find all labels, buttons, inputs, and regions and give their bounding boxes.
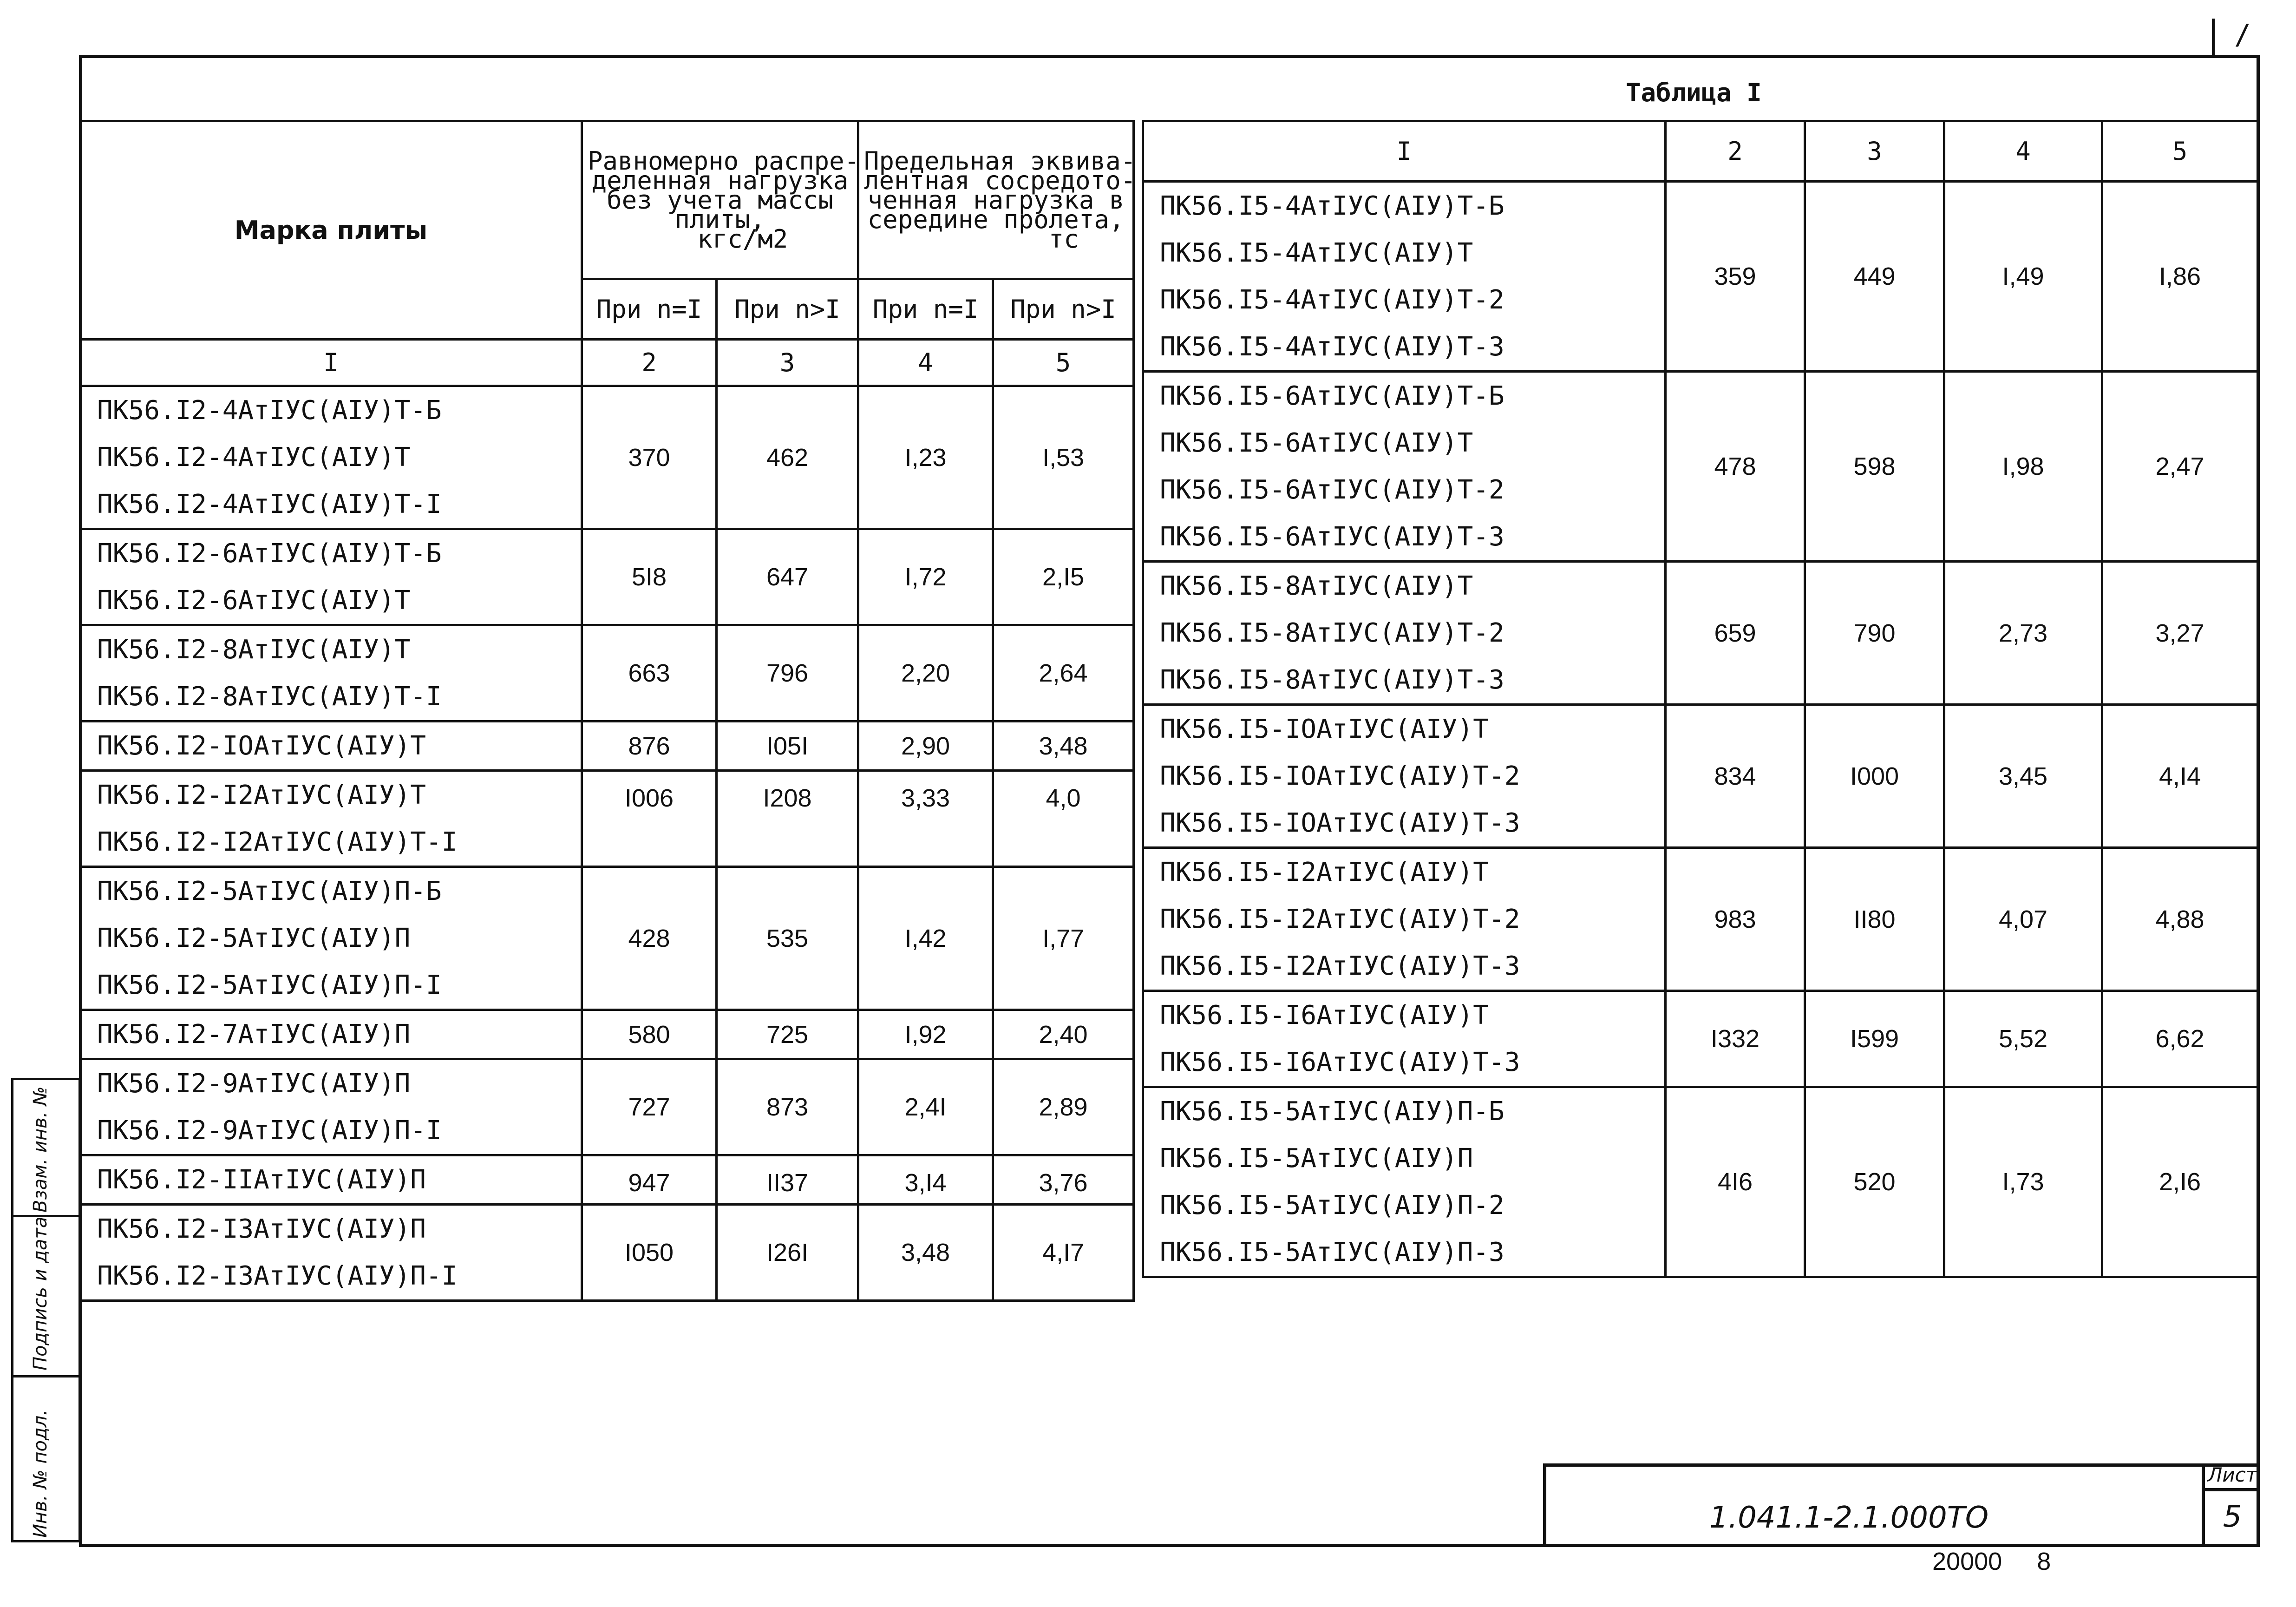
mark-cell [80, 1155, 582, 1205]
value-cell: 4,88 [2102, 848, 2258, 991]
value-cell: 370 [582, 386, 717, 529]
plate-mark: ПК56.I2-9АтIУС(AIУ)П [97, 1069, 411, 1099]
value-cell: I26I [717, 1205, 858, 1301]
mark-cell [80, 867, 582, 1010]
plate-mark: ПК56.I5-8АтIУС(AIУ)Т-3 [1160, 665, 1505, 695]
table-row [1143, 991, 2258, 1087]
plate-mark: ПК56.I5-6АтIУС(AIУ)Т-Б [1160, 381, 1505, 411]
mark-cell [80, 1059, 582, 1155]
value-cell: 790 [1805, 562, 1944, 705]
plate-mark: ПК56.I2-8АтIУС(AIУ)Т-I [97, 682, 442, 712]
value-cell: I,72 [858, 529, 993, 625]
column-number: 2 [582, 340, 717, 386]
value-cell: I,77 [993, 867, 1134, 1010]
plate-mark: ПК56.I2-I2АтIУС(AIУ)Т-I [97, 827, 458, 857]
value-cell: I,42 [858, 867, 993, 1010]
mark-cell [80, 386, 582, 529]
plate-mark: ПК56.I5-8АтIУС(AIУ)Т-2 [1160, 618, 1505, 648]
table-row [80, 529, 1134, 625]
value-cell: 3,33 [858, 771, 993, 867]
value-cell: 2,73 [1944, 562, 2102, 705]
column-number: 4 [1944, 121, 2102, 182]
header-limit-load: Предельная эквива- лентная сосредото- ченная нагрузка в середине пролета, тс [858, 121, 1134, 279]
value-cell: 659 [1666, 562, 1805, 705]
plate-mark: ПК56.I2-I2АтIУС(AIУ)Т [97, 780, 426, 810]
value-cell: I,73 [1944, 1087, 2102, 1277]
mark-cell [1143, 182, 1666, 372]
plate-mark: ПК56.I2-5АтIУС(AIУ)П-Б [97, 876, 442, 906]
value-cell: 873 [717, 1059, 858, 1155]
plate-mark: ПК56.I2-4АтIУС(AIУ)Т [97, 442, 411, 472]
value-cell: 535 [717, 867, 858, 1010]
value-cell: 947 [582, 1155, 717, 1205]
value-cell: 663 [582, 625, 717, 722]
value-cell: 5I8 [582, 529, 717, 625]
right-load-table [1142, 120, 2259, 1278]
mark-cell [1143, 1087, 1666, 1277]
value-cell: 3,45 [1944, 705, 2102, 848]
document-code: 1.041.1-2.1.000ТО [1709, 1501, 1989, 1535]
value-cell: 478 [1666, 372, 1805, 562]
value-cell: I208 [717, 771, 858, 867]
plate-mark: ПК56.I2-I3АтIУС(AIУ)П-I [97, 1261, 458, 1291]
plate-mark: ПК56.I2-I3АтIУС(AIУ)П [97, 1214, 426, 1244]
bottom-number-2: 8 [2037, 1548, 2051, 1575]
value-cell: 796 [717, 625, 858, 722]
table-row [80, 625, 1134, 722]
plate-mark: ПК56.I2-IOАтIУС(AIУ)Т [97, 731, 426, 761]
left-load-table [79, 120, 1135, 1302]
plate-mark: ПК56.I2-4АтIУС(AIУ)Т-I [97, 489, 442, 519]
mark-cell [80, 722, 582, 771]
value-cell: 3,27 [2102, 562, 2258, 705]
sub-header-1: При n=I [582, 279, 717, 340]
value-cell: 2,20 [858, 625, 993, 722]
value-cell: I,53 [993, 386, 1134, 529]
value-cell: 834 [1666, 705, 1805, 848]
table-row [1143, 182, 2258, 372]
value-cell: I,23 [858, 386, 993, 529]
plate-mark: ПК56.I2-IIАтIУС(AIУ)П [97, 1165, 426, 1195]
plate-mark: ПК56.I5-IOАтIУС(AIУ)Т-2 [1160, 761, 1520, 791]
value-cell: 449 [1805, 182, 1944, 372]
value-cell: 876 [582, 722, 717, 771]
table-row [80, 1155, 1134, 1205]
value-cell: 428 [582, 867, 717, 1010]
stamp-label-2: Подпись и дата [30, 1216, 51, 1371]
value-cell: 3,48 [858, 1205, 993, 1301]
value-cell: 3,I4 [858, 1155, 993, 1205]
plate-mark: ПК56.I5-IOАтIУС(AIУ)Т-3 [1160, 808, 1520, 838]
value-cell: 4,07 [1944, 848, 2102, 991]
header-uniform-load: Равномерно распре- деленная нагрузка без учета массы плиты, кгс/м2 [582, 121, 858, 279]
plate-mark: ПК56.I2-6АтIУС(AIУ)Т-Б [97, 538, 442, 569]
plate-mark: ПК56.I5-4АтIУС(AIУ)Т-3 [1160, 332, 1505, 362]
value-cell: 647 [717, 529, 858, 625]
mark-cell [80, 625, 582, 722]
table-row [1143, 562, 2258, 705]
table-row [80, 722, 1134, 771]
value-cell: I,49 [1944, 182, 2102, 372]
stamp-label-1: Взам. инв. № [30, 1086, 51, 1213]
sub-header-4: При n>I [993, 279, 1134, 340]
plate-mark: ПК56.I5-4АтIУС(AIУ)Т-2 [1160, 285, 1505, 315]
plate-mark: ПК56.I5-4АтIУС(AIУ)Т-Б [1160, 191, 1505, 221]
value-cell: 3,76 [993, 1155, 1134, 1205]
column-number: 5 [2102, 121, 2258, 182]
sheet-label: Лист [2202, 1463, 2260, 1491]
plate-mark: ПК56.I5-6АтIУС(AIУ)Т-2 [1160, 475, 1505, 505]
mark-cell [1143, 562, 1666, 705]
plate-mark: ПК56.I5-6АтIУС(AIУ)Т-3 [1160, 522, 1505, 552]
value-cell: 4,I4 [2102, 705, 2258, 848]
value-cell: 2,47 [2102, 372, 2258, 562]
plate-mark: ПК56.I5-I6АтIУС(AIУ)Т-3 [1160, 1047, 1520, 1077]
bottom-numbers [1932, 1547, 2079, 1576]
value-cell: 2,I6 [2102, 1087, 2258, 1277]
value-cell: 2,I5 [993, 529, 1134, 625]
value-cell: I599 [1805, 991, 1944, 1087]
value-cell: 2,40 [993, 1010, 1134, 1059]
column-number: 4 [858, 340, 993, 386]
header-mark: Марка плиты [80, 121, 582, 340]
value-cell: 2,4I [858, 1059, 993, 1155]
column-number: 3 [717, 340, 858, 386]
value-cell: 5,52 [1944, 991, 2102, 1087]
plate-mark: ПК56.I5-5АтIУС(AIУ)П [1160, 1143, 1473, 1174]
bottom-number-1: 20000 [1932, 1548, 2002, 1575]
value-cell: 6,62 [2102, 991, 2258, 1087]
value-cell: 4,0 [993, 771, 1134, 867]
value-cell: 4I6 [1666, 1087, 1805, 1277]
value-cell: II80 [1805, 848, 1944, 991]
plate-mark: ПК56.I5-I6АтIУС(AIУ)Т [1160, 1000, 1489, 1030]
column-number: I [1143, 121, 1666, 182]
column-number: 3 [1805, 121, 1944, 182]
table-row [1143, 372, 2258, 562]
mark-cell [80, 529, 582, 625]
frame-tick [2212, 19, 2215, 55]
value-cell: 727 [582, 1059, 717, 1155]
value-cell: 598 [1805, 372, 1944, 562]
plate-mark: ПК56.I5-I2АтIУС(AIУ)Т [1160, 857, 1489, 887]
plate-mark: ПК56.I5-5АтIУС(AIУ)П-2 [1160, 1190, 1505, 1220]
plate-mark: ПК56.I5-5АтIУС(AIУ)П-Б [1160, 1096, 1505, 1127]
value-cell: I332 [1666, 991, 1805, 1087]
table-row [80, 1059, 1134, 1155]
mark-cell [1143, 848, 1666, 991]
value-cell: I006 [582, 771, 717, 867]
value-cell: 520 [1805, 1087, 1944, 1277]
value-cell: I05I [717, 722, 858, 771]
table-row [80, 771, 1134, 867]
plate-mark: ПК56.I2-9АтIУС(AIУ)П-I [97, 1115, 442, 1146]
value-cell: 983 [1666, 848, 1805, 991]
column-number: I [80, 340, 582, 386]
table-row [1143, 1087, 2258, 1277]
table-row [80, 1205, 1134, 1301]
value-cell: 462 [717, 386, 858, 529]
plate-mark: ПК56.I5-IOАтIУС(AIУ)Т [1160, 714, 1489, 744]
plate-mark: ПК56.I5-I2АтIУС(AIУ)Т-2 [1160, 904, 1520, 934]
table-row [1143, 705, 2258, 848]
mark-cell [80, 1205, 582, 1301]
sub-header-2: При n>I [717, 279, 858, 340]
value-cell: II37 [717, 1155, 858, 1205]
mark-cell [1143, 991, 1666, 1087]
sub-header-3: При n=I [858, 279, 993, 340]
value-cell: 359 [1666, 182, 1805, 372]
value-cell: 3,48 [993, 722, 1134, 771]
sheet-number: 5 [2202, 1491, 2260, 1547]
mark-cell [80, 1010, 582, 1059]
value-cell: 2,64 [993, 625, 1134, 722]
mark-cell [80, 771, 582, 867]
plate-mark: ПК56.I2-5АтIУС(AIУ)П-I [97, 970, 442, 1000]
plate-mark: ПК56.I2-8АтIУС(AIУ)Т [97, 635, 411, 665]
value-cell: I,98 [1944, 372, 2102, 562]
value-cell: 2,90 [858, 722, 993, 771]
table-row [80, 386, 1134, 529]
plate-mark: ПК56.I2-7АтIУС(AIУ)П [97, 1019, 411, 1049]
table-row [80, 867, 1134, 1010]
plate-mark: ПК56.I5-8АтIУС(AIУ)Т [1160, 571, 1473, 601]
value-cell: 2,89 [993, 1059, 1134, 1155]
value-cell: I050 [582, 1205, 717, 1301]
table-row [80, 1010, 1134, 1059]
plate-mark: ПК56.I2-6АтIУС(AIУ)Т [97, 585, 411, 616]
column-number: 2 [1666, 121, 1805, 182]
plate-mark: ПК56.I2-5АтIУС(AIУ)П [97, 923, 411, 953]
stamp-label-3: Инв. № подл. [30, 1410, 51, 1538]
table-caption: Таблица I [1626, 78, 1762, 107]
mark-cell [1143, 372, 1666, 562]
plate-mark: ПК56.I5-I2АтIУС(AIУ)Т-3 [1160, 951, 1520, 981]
plate-mark: ПК56.I5-5АтIУС(AIУ)П-3 [1160, 1237, 1505, 1267]
mark-cell [1143, 705, 1666, 848]
value-cell: 4,I7 [993, 1205, 1134, 1301]
column-number: 5 [993, 340, 1134, 386]
side-stamp [11, 1078, 81, 1542]
value-cell: I000 [1805, 705, 1944, 848]
plate-mark: ПК56.I2-4АтIУС(AIУ)Т-Б [97, 395, 442, 426]
plate-mark: ПК56.I5-4АтIУС(AIУ)Т [1160, 238, 1473, 268]
value-cell: I,92 [858, 1010, 993, 1059]
table-row [1143, 848, 2258, 991]
corner-mark: / [2234, 19, 2251, 51]
plate-mark: ПК56.I5-6АтIУС(AIУ)Т [1160, 428, 1473, 458]
value-cell: 725 [717, 1010, 858, 1059]
value-cell: 580 [582, 1010, 717, 1059]
value-cell: I,86 [2102, 182, 2258, 372]
